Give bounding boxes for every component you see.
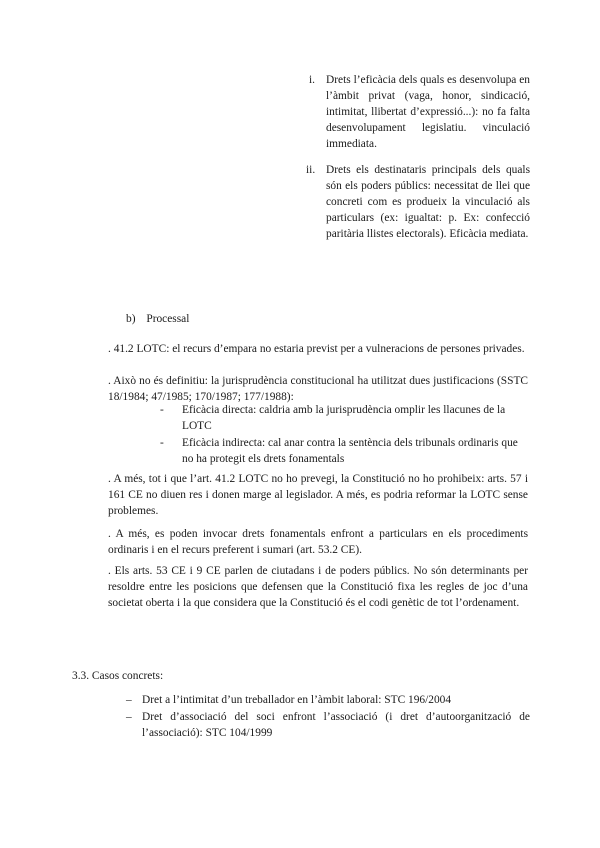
list-item-text: Eficàcia directa: caldria amb la jurisprudència omplir les llacunes de la LOTC	[182, 404, 506, 432]
section-marker: b)	[126, 313, 136, 325]
cases-list	[126, 692, 530, 741]
list-item-text: Eficàcia indirecta: cal anar contra la sentència dels tribunals ordinaris que no ha protegit els drets fonamentals	[182, 437, 518, 465]
paragraph	[108, 526, 528, 558]
list-marker: ii.	[306, 164, 316, 176]
list-item	[158, 435, 530, 467]
paragraph-text: . Això no és definitiu: la jurisprudència constitucional ha utilitzat dues justificacions (SSTC 18/1984; 47/1985; 170/1987; 177/1988):	[108, 375, 528, 403]
section-title: Processal	[146, 313, 190, 325]
paragraph-text: . A més, es poden invocar drets fonamentals enfront a particulars en els procediments ordinaris i en el recurs preferent i sumari (art. 53.2 CE).	[108, 528, 528, 556]
list-marker: -	[160, 404, 164, 416]
paragraph	[108, 563, 528, 611]
dash-list	[158, 402, 530, 467]
list-item-text: Drets els destinataris principals dels quals són els poders públics: necessitat de llei que concreti com es produeix la vinculació als particulars (ex: igualtat: p. Ex: confecció paritària llistes electorals). Eficàcia mediata.	[326, 164, 530, 240]
paragraph	[108, 471, 528, 519]
list-item-text: Dret a l’intimitat d’un treballador en l’àmbit laboral: STC 196/2004	[142, 694, 452, 706]
list-marker: i.	[309, 74, 316, 86]
list-item	[300, 162, 530, 242]
paragraph-text: . 41.2 LOTC: el recurs d’empara no estaria previst per a vulneracions de persones privades.	[108, 343, 525, 355]
section-title: 3.3. Casos concrets:	[72, 670, 164, 682]
list-item	[126, 692, 530, 708]
list-item	[158, 402, 530, 434]
section-b-heading	[126, 311, 189, 327]
paragraph	[108, 373, 528, 405]
list-item	[126, 709, 530, 741]
list-item-text: Dret d’associació del soci enfront l’associació (i dret d’autoorganització de l’associació): STC 104/1999	[142, 711, 530, 739]
paragraph-text: . Els arts. 53 CE i 9 CE parlen de ciutadans i de poders públics. No són determinants per resoldre entre les posicions que defensen que la Constitució fixa les regles de joc d’una societat oberta i la que considera que la Constitució és el codi genètic de tot l’ordenament.	[108, 565, 528, 609]
section-heading	[72, 668, 163, 684]
list-marker: -	[160, 437, 164, 449]
paragraph-text: . A més, tot i que l’art. 41.2 LOTC no ho prevegi, la Constitució no ho prohibeix: arts. 57 i 161 CE no diuen res i donen marge al legislador. A més, es podria reformar la LOTC sense problemes.	[108, 473, 528, 517]
list-marker: –	[126, 694, 132, 706]
list-marker: –	[126, 711, 132, 723]
list-item	[300, 72, 530, 152]
roman-list	[300, 72, 530, 242]
list-item-text: Drets l’eficàcia dels quals es desenvolupa en l’àmbit privat (vaga, honor, sindicació, intimitat, llibertat d’expressió...): no fa falta desenvolupament legislatiu. vinculació immediata.	[326, 74, 530, 150]
paragraph	[108, 341, 528, 357]
